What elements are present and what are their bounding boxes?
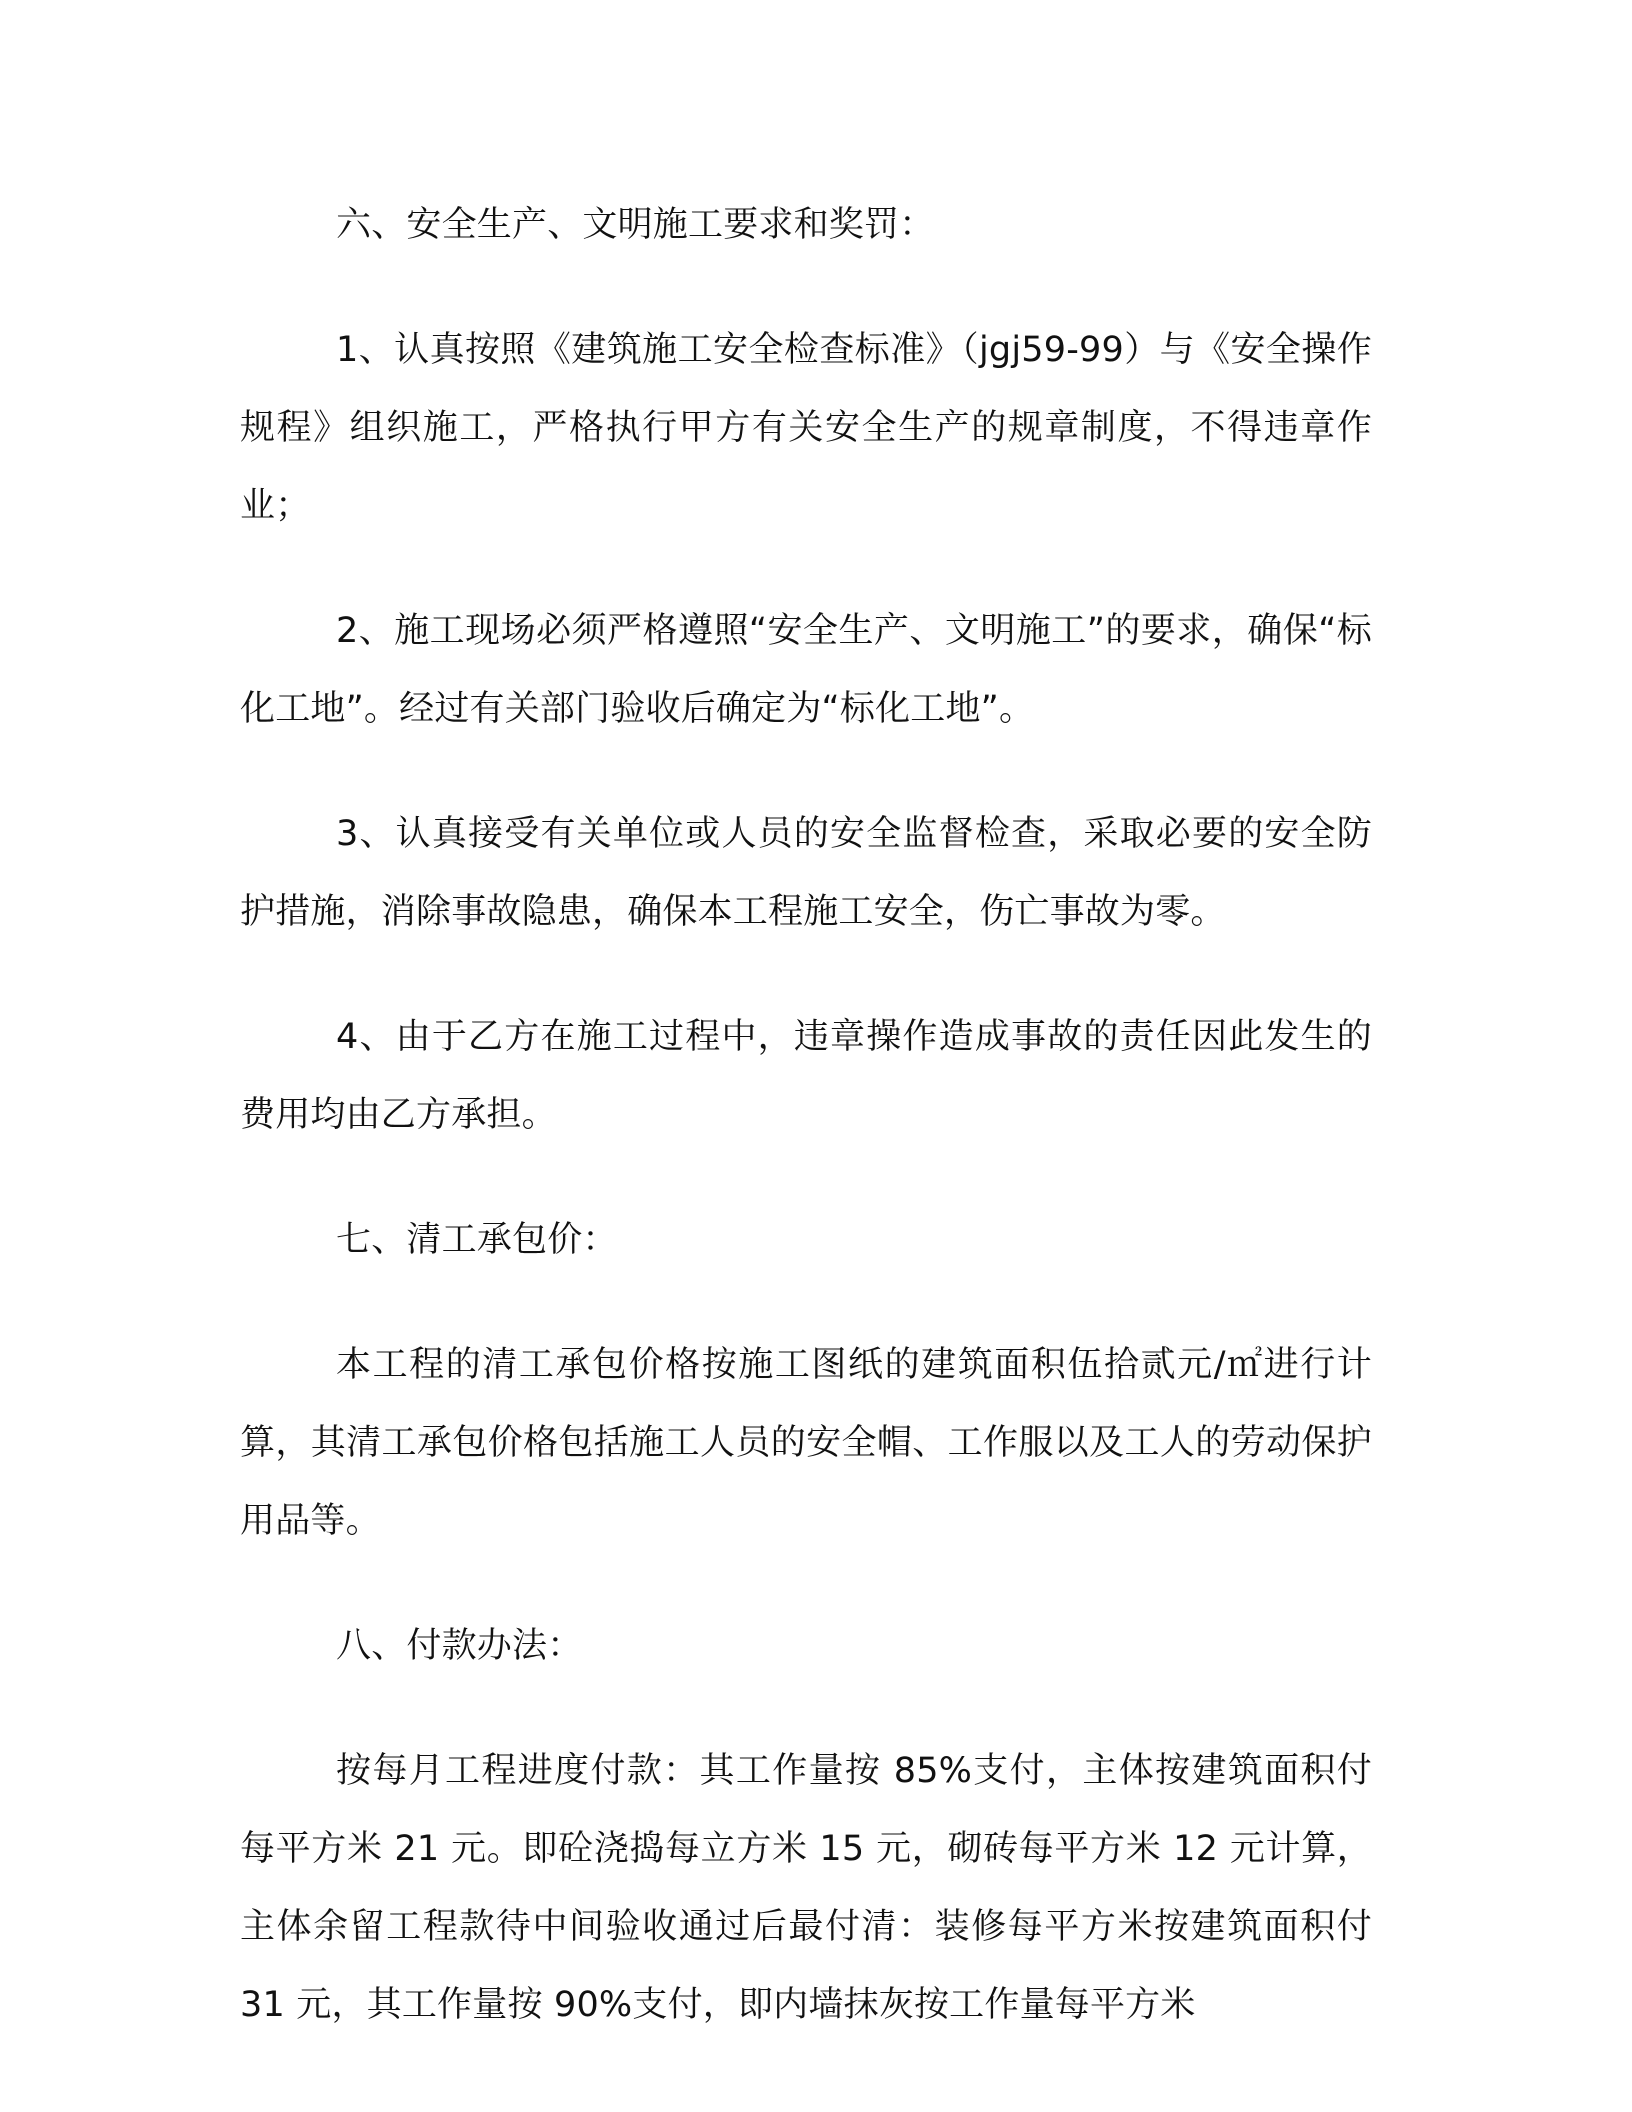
section-8-heading: 八、付款办法： — [336, 1626, 583, 1666]
section-6-item-3: 3、认真接受有关单位或人员的安全监督检查，采取必要的安全防护措施，消除事故隐患，确保本工程施工安全，伤亡事故为零。 — [240, 814, 1372, 932]
section-6-item-2: 2、施工现场必须严格遵照“安全生产、文明施工”的要求，确保“标化工地”。经过有关部门验收后确定为“标化工地”。 — [240, 611, 1372, 729]
section-6-heading: 六、安全生产、文明施工要求和奖罚： — [336, 205, 935, 245]
section-6-item-4: 4、由于乙方在施工过程中，违章操作造成事故的责任因此发生的费用均由乙方承担。 — [240, 1017, 1372, 1135]
section-6-item-1: 1、认真按照《建筑施工安全检查标准》（jgj59-99）与《安全操作规程》组织施工，严格执行甲方有关安全生产的规章制度，不得违章作业； — [240, 330, 1372, 526]
section-7-body: 本工程的清工承包价格按施工图纸的建筑面积伍拾贰元/㎡进行计算，其清工承包价格包括施工人员的安全帽、工作服以及工人的劳动保护用品等。 — [240, 1345, 1372, 1541]
document-body — [240, 186, 1372, 2091]
section-8-body: 按每月工程进度付款：其工作量按 85%支付，主体按建筑面积付每平方米 21 元。即砼浇捣每立方米 15 元，砌砖每平方米 12 元计算，主体余留工程款待中间验收通过后最付清：装修每平方米按建筑面积付 31 元，其工作量按 90%支付，即内墙抹灰按工作量每平方米 — [240, 1751, 1372, 2025]
section-7-heading: 七、清工承包价： — [336, 1220, 618, 1260]
